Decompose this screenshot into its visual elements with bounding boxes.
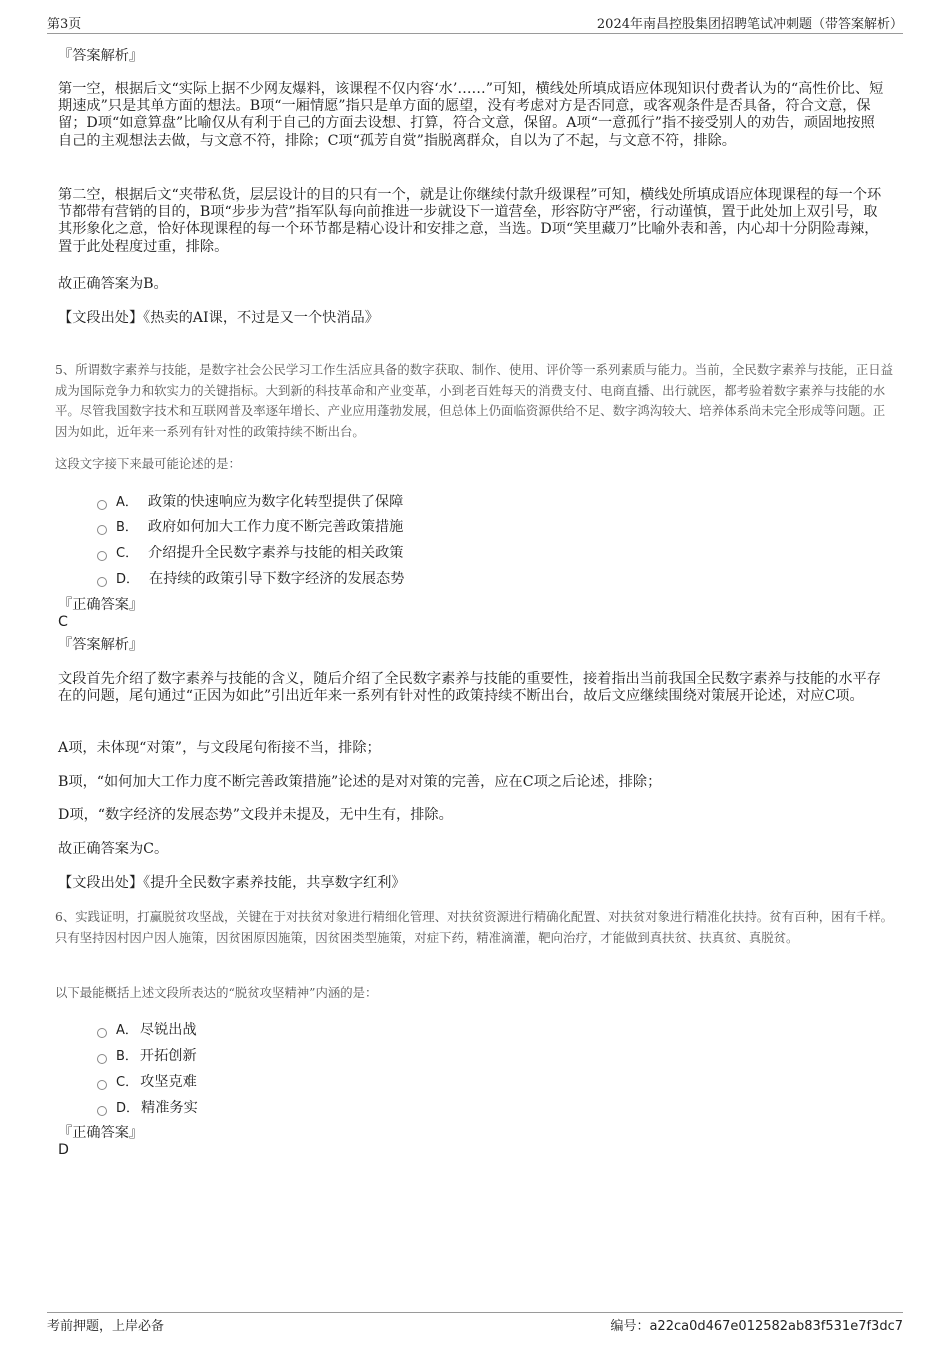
q5-source: 【文段出处】《提升全民数字素养技能，共享数字红利》	[58, 875, 406, 891]
page-footer	[47, 1312, 903, 1333]
q5-stem: 5、所谓数字素养与技能，是数字社会公民学习工作生活应具备的数字获取、制作、使用、评价等一系列素质与能力。当前，全民数字素养与技能，正日益成为国际竞争力和软实力的关键指标。大到新的科技革命和产业变革，小到老百姓每天的消费支付、电商直播、出行就医，都考验着数字素养与技能的水平。尽管我国数字技术和互联网普及率逐年增长、产业应用蓬勃发展，但总体上仍面临资源供给不足、数字鸿沟较大、培养体系尚未完全形成等问题。正因为如此，近年来一系列有针对性的政策持续不断出台。	[55, 362, 894, 439]
q5-option-c[interactable]: C． 介绍提升全民数字素养与技能的相关政策	[97, 542, 403, 562]
q5-option-b[interactable]: B． 政府如何加大工作力度不断完善政策措施	[97, 516, 403, 536]
q5-answer: C	[58, 614, 68, 630]
radio-icon[interactable]	[97, 551, 107, 561]
q6-option-d[interactable]: D． 精准务实	[97, 1097, 198, 1117]
q5-option-d[interactable]: D． 在持续的政策引导下数字经济的发展态势	[97, 568, 404, 588]
q6-option-c[interactable]: C． 攻坚克难	[97, 1071, 197, 1091]
q6-answer: D	[58, 1142, 69, 1158]
q5-option-a[interactable]: A． 政策的快速响应为数字化转型提供了保障	[97, 491, 403, 511]
q5-question: 这段文字接下来最可能论述的是：	[55, 456, 241, 471]
footer-code-value: a22ca0d467e012582ab83f531e7f3dc7	[649, 1319, 903, 1334]
q6-answer-label: 『正确答案』	[58, 1125, 144, 1141]
radio-icon[interactable]	[97, 525, 107, 535]
radio-icon[interactable]	[97, 1054, 107, 1064]
q4-source: 【文段出处】《热卖的AI课，不过是又一个快消品》	[58, 310, 379, 326]
q5-analysis-para3: B项，“如何加大工作力度不断完善政策措施”论述的是对对策的完善，应在C项之后论述，排除；	[58, 774, 662, 790]
q6-option-b[interactable]: B． 开拓创新	[97, 1045, 197, 1065]
q4-analysis-para2: 第二空，根据后文“夹带私货，层层设计的目的只有一个，就是让你继续付款升级课程”可知，横线处所填成语应体现课程的每一个环节都带有营销的目的，B项“步步为营”指军队每向前推进一步就设下一道营垒，形容防守严密，行动谨慎，置于此处加上双引号，取其形象化之意，恰好体现课程的每一个环节都是精心设计和安排之意，当选。D项“笑里藏刀”比喻外表和善，内心却十分阴险毒辣，置于此处程度过重，排除。	[58, 187, 882, 255]
document-title: 2024年南昌控股集团招聘笔试冲刺题（带答案解析）	[596, 17, 903, 32]
q5-conclusion: 故正确答案为C。	[58, 841, 169, 857]
q5-analysis-para1: 文段首先介绍了数字素养与技能的含义，随后介绍了全民数字素养与技能的重要性，接着指出当前我国全民数字素养与技能的水平存在的问题，尾句通过“正因为如此”引出近年来一系列有针对性的政策持续不断出台，故后文应继续围绕对策展开论述，对应C项。	[58, 671, 881, 705]
radio-icon[interactable]	[97, 1080, 107, 1090]
q4-analysis-label: 『答案解析』	[58, 48, 144, 64]
q5-answer-label: 『正确答案』	[58, 597, 144, 613]
footer-code	[610, 1315, 903, 1334]
radio-icon[interactable]	[97, 577, 107, 587]
q5-analysis-para4: D项，“数字经济的发展态势”文段并未提及，无中生有，排除。	[58, 807, 453, 823]
page-number: 第3页	[47, 17, 82, 32]
q5-analysis-label: 『答案解析』	[58, 637, 144, 653]
footer-code-label: 编号：	[610, 1319, 650, 1334]
page-header	[47, 13, 903, 34]
q6-question: 以下最能概括上述文段所表达的“脱贫攻坚精神”内涵的是：	[55, 985, 378, 1000]
q6-stem: 6、实践证明，打赢脱贫攻坚战，关键在于对扶贫对象进行精细化管理、对扶贫资源进行精确化配置、对扶贫对象进行精准化扶持。贫有百种，困有千样。只有坚持因村因户因人施策，因贫困原因施策，因贫困类型施策，对症下药，精准滴灌，靶向治疗，才能做到真扶贫、扶真贫、真脱贫。	[55, 909, 894, 945]
q4-conclusion: 故正确答案为B。	[58, 276, 168, 292]
radio-icon[interactable]	[97, 1028, 107, 1038]
q6-option-a[interactable]: A． 尽锐出战	[97, 1019, 197, 1039]
radio-icon[interactable]	[97, 1106, 107, 1116]
q4-analysis-para1: 第一空，根据后文“实际上据不少网友爆料，该课程不仅内容‘水’……”可知，横线处所填成语应体现知识付费者认为的“高性价比、短期速成”只是其单方面的想法。B项“一厢情愿”指只是单方面的愿望，没有考虑对方是否同意，或客观条件是否具备，符合文意，保留；D项“如意算盘”比喻仅从有利于自己的方面去设想、打算，符合文意，保留。A项“一意孤行”指不接受别人的劝告，顽固地按照自己的主观想法去做，与文意不符，排除；C项“孤芳自赏”指脱离群众，自以为了不起，与文意不符，排除。	[58, 81, 884, 149]
radio-icon[interactable]	[97, 500, 107, 510]
q5-analysis-para2: A项，未体现“对策”，与文段尾句衔接不当，排除；	[58, 740, 381, 756]
footer-slogan: 考前押题，上岸必备	[47, 1319, 165, 1334]
